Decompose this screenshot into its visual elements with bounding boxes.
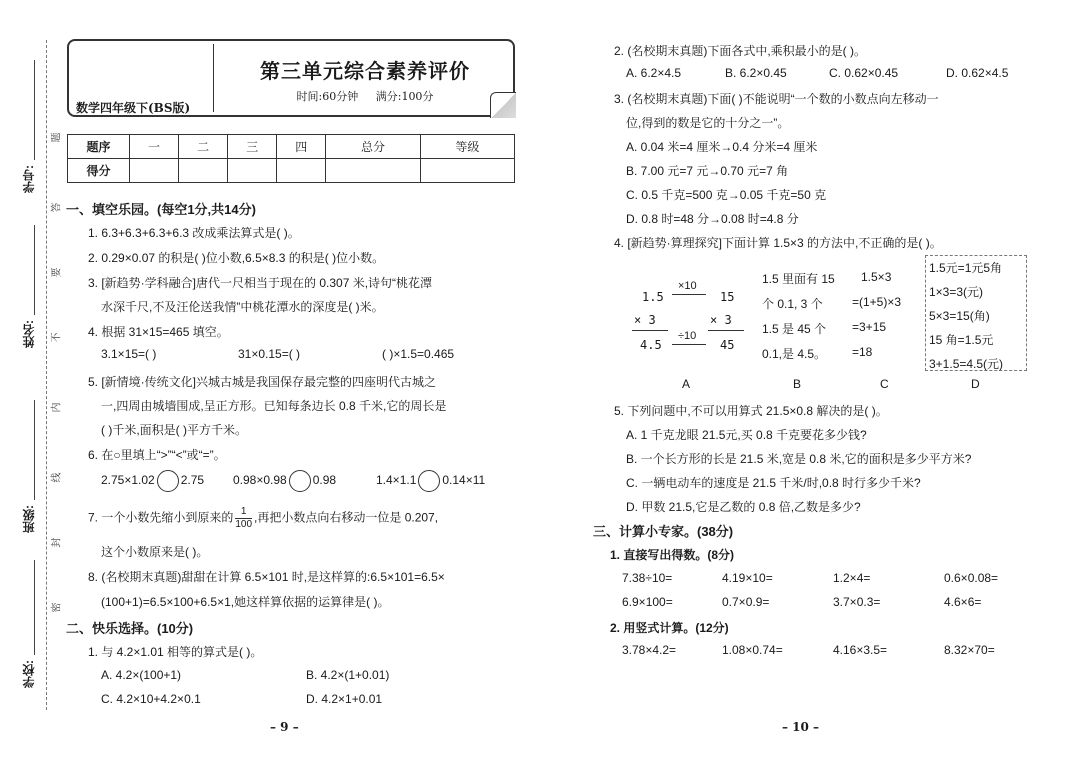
seal-char: 内 [51, 402, 63, 413]
header-divider [213, 44, 214, 112]
opt-a-top-left: 1.5 [642, 290, 664, 304]
compare-left: 1.4×1.1 [376, 473, 417, 488]
opt-a-top-right: 15 [720, 290, 735, 304]
question-5-line2: 一,四周由城墙围成,呈正方形。已知每条边长 0.8 千米,它的周长是 [101, 399, 447, 413]
section-3-title: 三、计算小专家。(38分) [593, 524, 734, 539]
opt-c-line: =18 [852, 345, 873, 359]
student-id-label: 学号: [22, 165, 36, 193]
choice-5-option-b[interactable]: B. 一个长方形的长是 21.5 米,宽是 0.8 米,它的面积是多少平方米? [626, 452, 972, 466]
choice-3-line1: 3. (名校期末真题)下面( )不能说明“一个数的小数点向左移动一 [614, 92, 939, 106]
seal-char: 封 [51, 537, 63, 548]
question-4a: 3.1×15=( ) [101, 347, 157, 361]
fraction-numerator: 1 [235, 506, 252, 519]
compare-left: 2.75×1.02 [101, 473, 155, 488]
opt-c-line: 1.5×3 [861, 270, 892, 284]
opt-a-bot-left: 4.5 [640, 338, 662, 352]
choice-5-option-c[interactable]: C. 一辆电动车的速度是 21.5 千米/时,0.8 时行多少千米? [626, 476, 921, 490]
question-4b: 31×0.15=( ) [238, 347, 301, 361]
calc-item[interactable]: 0.7×0.9= [722, 595, 770, 609]
question-2: 2. 0.29×0.07 的积是( )位小数,6.5×8.3 的积是( )位小数。 [88, 251, 385, 265]
subsection-2-title: 2. 用竖式计算。(12分) [610, 621, 729, 635]
choice-3-option-d[interactable]: D. 0.8 时=48 分→0.08 时=4.8 分 [626, 212, 799, 226]
table-header-cell: 二 [179, 135, 228, 159]
subsection-1-title: 1. 直接写出得数。(8分) [610, 548, 735, 562]
table-header-cell: 题序 [68, 135, 130, 159]
choice-1-option-b[interactable]: B. 4.2×(1+0.01) [306, 668, 390, 682]
seal-char: 不 [51, 332, 63, 343]
choice-3-line2: 位,得到的数是它的十分之一”。 [626, 116, 790, 130]
seal-char: 题 [51, 132, 63, 143]
opt-a-mid-right: × 3 [710, 313, 732, 327]
time-limit: 时间:60分钟 [296, 90, 359, 103]
page-title: 第三单元综合素养评价 [260, 59, 470, 83]
opt-d-label: D [971, 377, 980, 391]
compare-right: 2.75 [180, 473, 205, 488]
opt-b-line: 个 0.1, 3 个 [762, 297, 823, 311]
table-header-cell: 等级 [420, 135, 514, 159]
opt-a-mid-left: × 3 [634, 313, 656, 327]
table-header-cell: 总分 [326, 135, 420, 159]
question-3-line2: 水深千尺,不及汪伦送我情”中桃花潭水的深度是( )米。 [101, 300, 384, 314]
table-header-cell: 三 [228, 135, 277, 159]
opt-a-bot-right: 45 [720, 338, 735, 352]
vertical-calc-item[interactable]: 8.32×70= [944, 643, 995, 657]
compare-circle[interactable] [157, 470, 179, 492]
fraction-denominator: 100 [235, 519, 253, 530]
full-score: 满分:100分 [375, 90, 434, 103]
seal-char: 要 [51, 267, 63, 278]
choice-3-option-c[interactable]: C. 0.5 千克=500 克→0.05 千克=50 克 [626, 188, 827, 202]
opt-d-line: 5×3=15(角) [929, 309, 990, 323]
opt-d-line: 15 角=1.5元 [929, 333, 994, 347]
calc-item[interactable]: 0.6×0.08= [944, 571, 999, 585]
question-6: 6. 在○里填上“>”“<”或“=”。 [88, 448, 226, 462]
opt-d-line: 3+1.5=4.5(元) [929, 357, 1004, 371]
question-7-line2: 这个小数原来是( )。 [101, 545, 209, 559]
question-5-line1: 5. [新情境·传统文化]兴城古城是我国保存最完整的四座明代古城之 [88, 375, 437, 389]
page-number-left: – 9 – [270, 720, 299, 734]
opt-b-line: 0.1,是 4.5。 [762, 347, 827, 361]
arrow-right-icon [672, 294, 706, 295]
compare-circle[interactable] [289, 470, 311, 492]
school-field[interactable] [34, 560, 35, 655]
compare-circle[interactable] [418, 470, 440, 492]
seal-char: 线 [51, 472, 63, 483]
name-field[interactable] [34, 225, 35, 315]
calc-item[interactable]: 1.2×4= [833, 571, 871, 585]
section-1-title: 一、填空乐园。(每空1分,共14分) [66, 202, 256, 217]
opt-a-label: A [682, 377, 691, 391]
question-8-line2: (100+1)=6.5×100+6.5×1,她这样算依据的运算律是( )。 [101, 595, 390, 609]
question-8-line1: 8. (名校期末真题)甜甜在计算 6.5×101 时,是这样算的:6.5×101=6.5× [88, 570, 445, 584]
question-4: 4. 根据 31×15=465 填空。 [88, 325, 229, 339]
choice-2-option-c[interactable]: C. 0.62×0.45 [829, 66, 899, 80]
section-2-title: 二、快乐选择。(10分) [66, 621, 194, 636]
score-cell[interactable] [179, 159, 228, 183]
choice-3-option-a[interactable]: A. 0.04 米=4 厘米→0.4 分米=4 厘米 [626, 140, 818, 154]
opt-c-line: =(1+5)×3 [852, 295, 902, 309]
opt-a-arrow2-label: ÷10 [678, 330, 697, 342]
choice-4: 4. [新趋势·算理探究]下面计算 1.5×3 的方法中,不正确的是( )。 [614, 236, 942, 250]
q7-suffix: ,再把小数点向右移动一位是 0.207, [254, 510, 439, 525]
seal-char: 答 [51, 202, 63, 213]
choice-5: 5. 下列问题中,不可以用算式 21.5×0.8 解决的是( )。 [614, 404, 888, 418]
choice-3-option-b[interactable]: B. 7.00 元=7 元→0.70 元=7 角 [626, 164, 789, 178]
table-header-cell: 四 [277, 135, 326, 159]
question-3-line1: 3. [新趋势·学科融合]唐代一尺相当于现在的 0.307 米,诗句“桃花潭 [88, 276, 433, 290]
page-curl-decoration [490, 92, 516, 118]
question-6c [376, 470, 485, 492]
choice-5-option-a[interactable]: A. 1 千克龙眼 21.5元,买 0.8 千克要花多少钱? [626, 428, 867, 442]
school-label: 学校: [22, 660, 36, 688]
vertical-calc-item[interactable]: 3.78×4.2= [622, 643, 677, 657]
calc-item[interactable]: 7.38÷10= [622, 571, 673, 585]
calc-item[interactable]: 4.6×6= [944, 595, 982, 609]
score-cell[interactable] [420, 159, 514, 183]
question-6b [233, 470, 336, 492]
score-cell[interactable] [326, 159, 420, 183]
score-row-label: 得分 [68, 159, 130, 183]
opt-b-line: 1.5 是 45 个 [762, 322, 827, 336]
choice-2-option-b[interactable]: B. 6.2×0.45 [725, 66, 787, 80]
choice-1-option-a[interactable]: A. 4.2×(100+1) [101, 668, 182, 682]
question-6a [101, 470, 204, 492]
opt-d-line: 1×3=3(元) [929, 285, 984, 299]
question-4c: ( )×1.5=0.465 [382, 347, 455, 361]
score-cell[interactable] [277, 159, 326, 183]
choice-5-option-d[interactable]: D. 甲数 21.5,它是乙数的 0.8 倍,乙数是多少? [626, 500, 861, 514]
seal-char: 密 [51, 602, 63, 613]
opt-c-line: =3+15 [852, 320, 887, 334]
compare-right: 0.98 [312, 473, 337, 488]
choice-2-option-d[interactable]: D. 0.62×4.5 [946, 66, 1009, 80]
score-cell[interactable] [130, 159, 179, 183]
choice-1-option-c[interactable]: C. 4.2×10+4.2×0.1 [101, 692, 201, 706]
grade-label: 数学四年级下(BS版) [76, 101, 191, 115]
calc-item[interactable]: 4.19×10= [722, 571, 773, 585]
opt-a-arrow1-label: ×10 [678, 280, 697, 292]
class-field[interactable] [34, 400, 35, 500]
vertical-calc-item[interactable]: 1.08×0.74= [722, 643, 783, 657]
calc-item[interactable]: 3.7×0.3= [833, 595, 881, 609]
calc-item[interactable]: 6.9×100= [622, 595, 673, 609]
question-1: 1. 6.3+6.3+6.3+6.3 改成乘法算式是( )。 [88, 226, 300, 240]
choice-1-option-d[interactable]: D. 4.2×1+0.01 [306, 692, 383, 706]
page-number-right: – 10 – [782, 720, 820, 734]
vertical-calc-item[interactable]: 4.16×3.5= [833, 643, 888, 657]
score-cell[interactable] [228, 159, 277, 183]
question-5-line3: ( )千米,面积是( )平方千米。 [101, 423, 247, 437]
score-table [67, 134, 515, 183]
table-header-cell: 一 [130, 135, 179, 159]
opt-b-line: 1.5 里面有 15 [762, 272, 835, 286]
choice-1: 1. 与 4.2×1.01 相等的算式是( )。 [88, 645, 263, 659]
name-label: 姓名: [22, 320, 36, 348]
opt-a-rule-right [708, 330, 744, 331]
opt-a-rule-left [632, 330, 668, 331]
fraction [235, 506, 252, 531]
opt-b-label: B [793, 377, 802, 391]
class-label: 班级: [22, 505, 36, 533]
choice-2: 2. (名校期末真题)下面各式中,乘积最小的是( )。 [614, 44, 866, 58]
student-id-field[interactable] [34, 60, 35, 160]
question-7-line1 [88, 506, 438, 531]
opt-d-line: 1.5元=1元5角 [929, 261, 1003, 275]
choice-2-option-a[interactable]: A. 6.2×4.5 [626, 66, 682, 80]
arrow-left-icon [672, 344, 706, 345]
compare-left: 0.98×0.98 [233, 473, 287, 488]
q7-prefix: 7. 一个小数先缩小到原来的 [88, 510, 234, 525]
compare-right: 0.14×11 [442, 473, 486, 488]
exam-info [230, 88, 500, 104]
opt-c-label: C [880, 377, 889, 391]
